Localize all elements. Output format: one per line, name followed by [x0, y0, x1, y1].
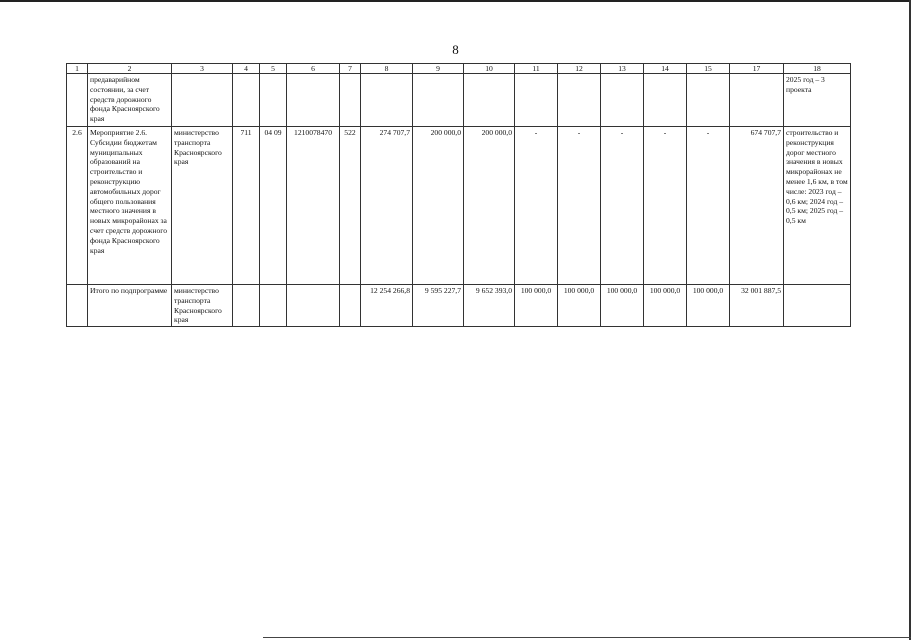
column-header: 12 — [558, 64, 601, 74]
cell-rzpr — [260, 74, 287, 127]
cell-value: - — [601, 127, 644, 285]
cell-value — [361, 74, 413, 127]
scan-border-bottom — [263, 637, 911, 638]
cell-value: - — [558, 127, 601, 285]
cell-value — [413, 74, 464, 127]
cell-value: 274 707,7 — [361, 127, 413, 285]
cell-value — [687, 74, 730, 127]
cell-value: 200 000,0 — [413, 127, 464, 285]
cell-value: 100 000,0 — [644, 285, 687, 327]
cell-csr — [287, 285, 340, 327]
cell-value: 200 000,0 — [464, 127, 515, 285]
cell-value — [601, 74, 644, 127]
cell-value: 9 652 393,0 — [464, 285, 515, 327]
cell-description: Мероприятие 2.6. Субсидии бюджетам муниципальных образований на строительство и реконструкцию автомобильных дорог общего пользования местного значения в новых микрорайонах за счет средств дорожного фонда Красноярского края — [88, 127, 172, 285]
cell-value: 100 000,0 — [558, 285, 601, 327]
cell-administrator — [172, 74, 233, 127]
cell-number: 2.6 — [67, 127, 88, 285]
table-row-continuation — [67, 74, 851, 127]
column-header-row — [67, 64, 851, 74]
cell-result — [784, 285, 851, 327]
column-header: 1 — [67, 64, 88, 74]
cell-description: предаварийном состоянии, за счет средств дорожного фонда Красноярского края — [88, 74, 172, 127]
cell-vr — [340, 285, 361, 327]
scan-border-top — [0, 0, 911, 2]
column-header: 15 — [687, 64, 730, 74]
column-header: 10 — [464, 64, 515, 74]
cell-value — [515, 74, 558, 127]
cell-administrator: министерство транспорта Красноярского края — [172, 127, 233, 285]
column-header: 7 — [340, 64, 361, 74]
cell-rzpr — [260, 285, 287, 327]
cell-csr — [287, 74, 340, 127]
column-header: 4 — [233, 64, 260, 74]
column-header: 5 — [260, 64, 287, 74]
column-header: 13 — [601, 64, 644, 74]
cell-value: 100 000,0 — [601, 285, 644, 327]
cell-administrator: министерство транспорта Красноярского края — [172, 285, 233, 327]
cell-grbs — [233, 74, 260, 127]
cell-total — [730, 74, 784, 127]
column-header: 11 — [515, 64, 558, 74]
cell-result: 2025 год – 3 проекта — [784, 74, 851, 127]
cell-grbs: 711 — [233, 127, 260, 285]
cell-total: 674 707,7 — [730, 127, 784, 285]
cell-rzpr: 04 09 — [260, 127, 287, 285]
column-header: 6 — [287, 64, 340, 74]
column-header: 18 — [784, 64, 851, 74]
cell-grbs — [233, 285, 260, 327]
cell-value: 100 000,0 — [687, 285, 730, 327]
cell-csr: 1210078470 — [287, 127, 340, 285]
cell-value: - — [644, 127, 687, 285]
cell-value — [464, 74, 515, 127]
cell-vr: 522 — [340, 127, 361, 285]
cell-value: - — [687, 127, 730, 285]
column-header: 17 — [730, 64, 784, 74]
page-number: 8 — [452, 42, 459, 57]
cell-number — [67, 285, 88, 327]
budget-table — [66, 63, 851, 327]
column-header: 3 — [172, 64, 233, 74]
column-header: 9 — [413, 64, 464, 74]
column-header: 2 — [88, 64, 172, 74]
cell-value: 100 000,0 — [515, 285, 558, 327]
cell-description: Итого по подпрограмме — [88, 285, 172, 327]
cell-value — [644, 74, 687, 127]
cell-value: 12 254 266,8 — [361, 285, 413, 327]
cell-vr — [340, 74, 361, 127]
cell-value — [558, 74, 601, 127]
table-row-measure-2-6 — [67, 127, 851, 285]
cell-value: - — [515, 127, 558, 285]
cell-result: строительство и реконструкция дорог местного значения в новых микрорайонах не менее 1,6 км, в том числе: 2023 год – 0,6 км; 2024 год – 0,5 км; 2025 год – 0,5 км — [784, 127, 851, 285]
cell-value: 9 595 227,7 — [413, 285, 464, 327]
column-header: 8 — [361, 64, 413, 74]
table-row-subprogram-total — [67, 285, 851, 327]
cell-total: 32 001 887,5 — [730, 285, 784, 327]
cell-number — [67, 74, 88, 127]
column-header: 14 — [644, 64, 687, 74]
